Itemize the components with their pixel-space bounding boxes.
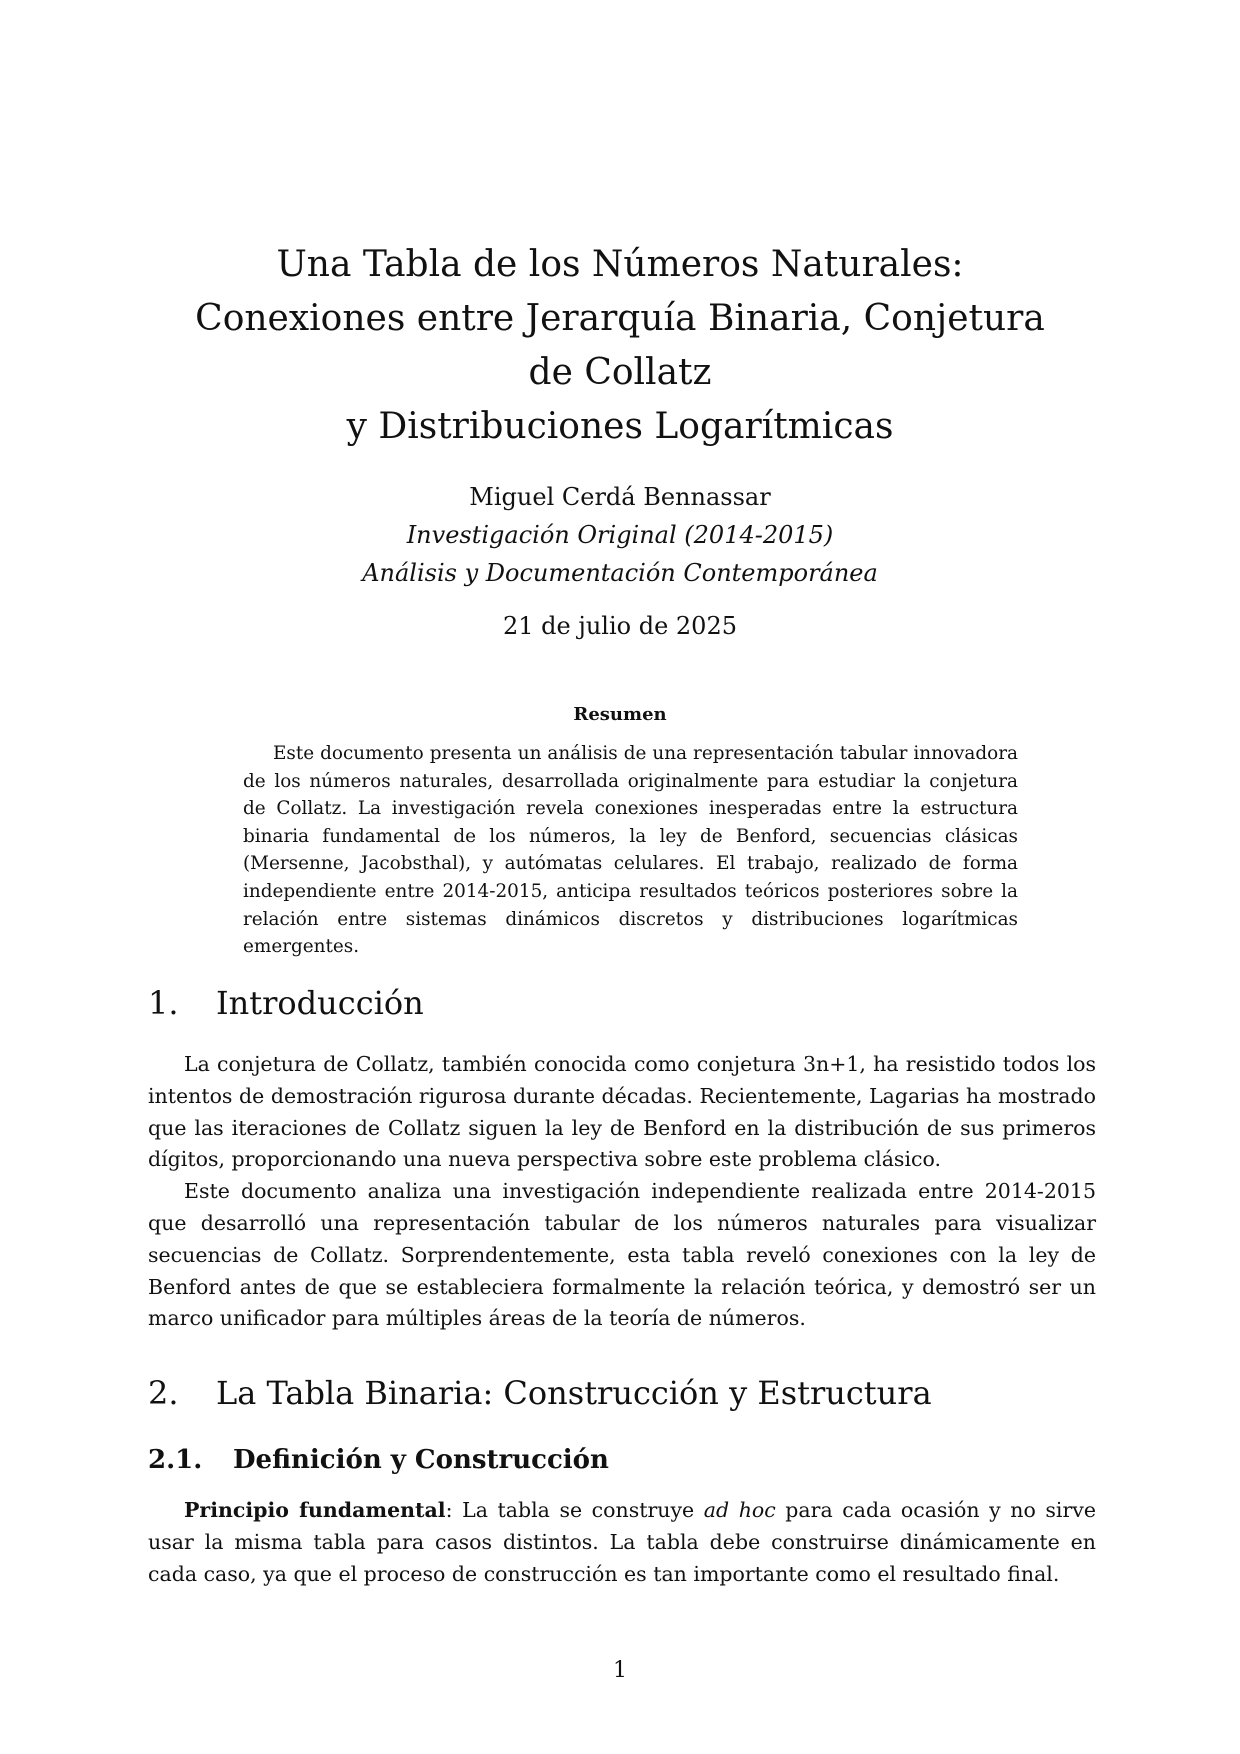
title-line: de Collatz [528,352,712,393]
subsection-body [148,1495,1096,1590]
subsection-heading [148,1443,609,1477]
text-run: : La tabla se construye [445,1498,704,1522]
author-affiliation: Investigación Original (2014-2015) [406,521,834,549]
section-heading [148,1373,932,1413]
paragraph [148,1495,1096,1590]
abstract-heading: Resumen [573,704,667,725]
title-line: Conexiones entre Jerarquía Binaria, Conjetura [195,298,1045,339]
section-title: La Tabla Binaria: Construcción y Estructura [216,1374,932,1412]
paper-title [120,238,1120,454]
paper-date: 21 de julio de 2025 [503,612,737,640]
paragraph: Este documento analiza una investigación independiente realizada entre 2014-2015 que desarrolló una representación tabular de los números naturales para visualizar secuencias de Collatz. Sorprendentemente, esta tabla reveló conexiones con la ley de Benford antes de que se estableciera formalmente la relación teórica, y demostró ser un marco unificador para múltiples áreas de la teoría de números. [148,1179,1096,1331]
section-number: 1. [148,984,179,1022]
author-affiliation: Análisis y Documentación Contemporánea [362,559,878,587]
page-number: 1 [613,1658,627,1683]
emphasis: ad hoc [703,1498,776,1522]
section-heading [148,983,424,1023]
section-number: 2. [148,1374,179,1412]
abstract-text: Este documento presenta un análisis de una representación tabular innovadora de los números naturales, desarrollada originalmente para estudiar la conjetura de Collatz. La investigación revela conexiones inesperadas entre la estructura binaria fundamental de los números, la ley de Benford, secuencias clásicas (Mersenne, Jacobsthal), y autómatas celulares. El trabajo, realizado de forma independiente entre 2014-2015, anticipa resultados teóricos posteriores sobre la relación entre sistemas dinámicos discretos y distribuciones logarítmicas emergentes. [243,743,1018,958]
section-body [148,1049,1096,1335]
title-line: Una Tabla de los Números Naturales: [276,244,964,285]
text-run: para cada ocasión y no sirve usar la misma tabla para casos distintos. La tabla debe construirse dinámicamente en cada caso, ya que el proceso de construcción es tan importante como el resultado final. [148,1498,1096,1586]
paragraph: La conjetura de Collatz, también conocida como conjetura 3n+1, ha resistido todos los intentos de demostración rigurosa durante décadas. Recientemente, Lagarias ha mostrado que las iteraciones de Collatz siguen la ley de Benford en la distribución de sus primeros dígitos, proporcionando una nueva perspectiva sobre este problema clásico. [148,1052,1096,1172]
section-title: Introducción [216,984,424,1022]
author-name: Miguel Cerdá Bennassar [469,483,771,511]
title-line: y Distribuciones Logarítmicas [346,406,894,447]
author-block [120,478,1120,592]
subsection-number: 2.1. [148,1445,203,1475]
bold-lead: Principio fundamental [184,1498,446,1522]
subsection-title: Definición y Construcción [233,1445,609,1475]
